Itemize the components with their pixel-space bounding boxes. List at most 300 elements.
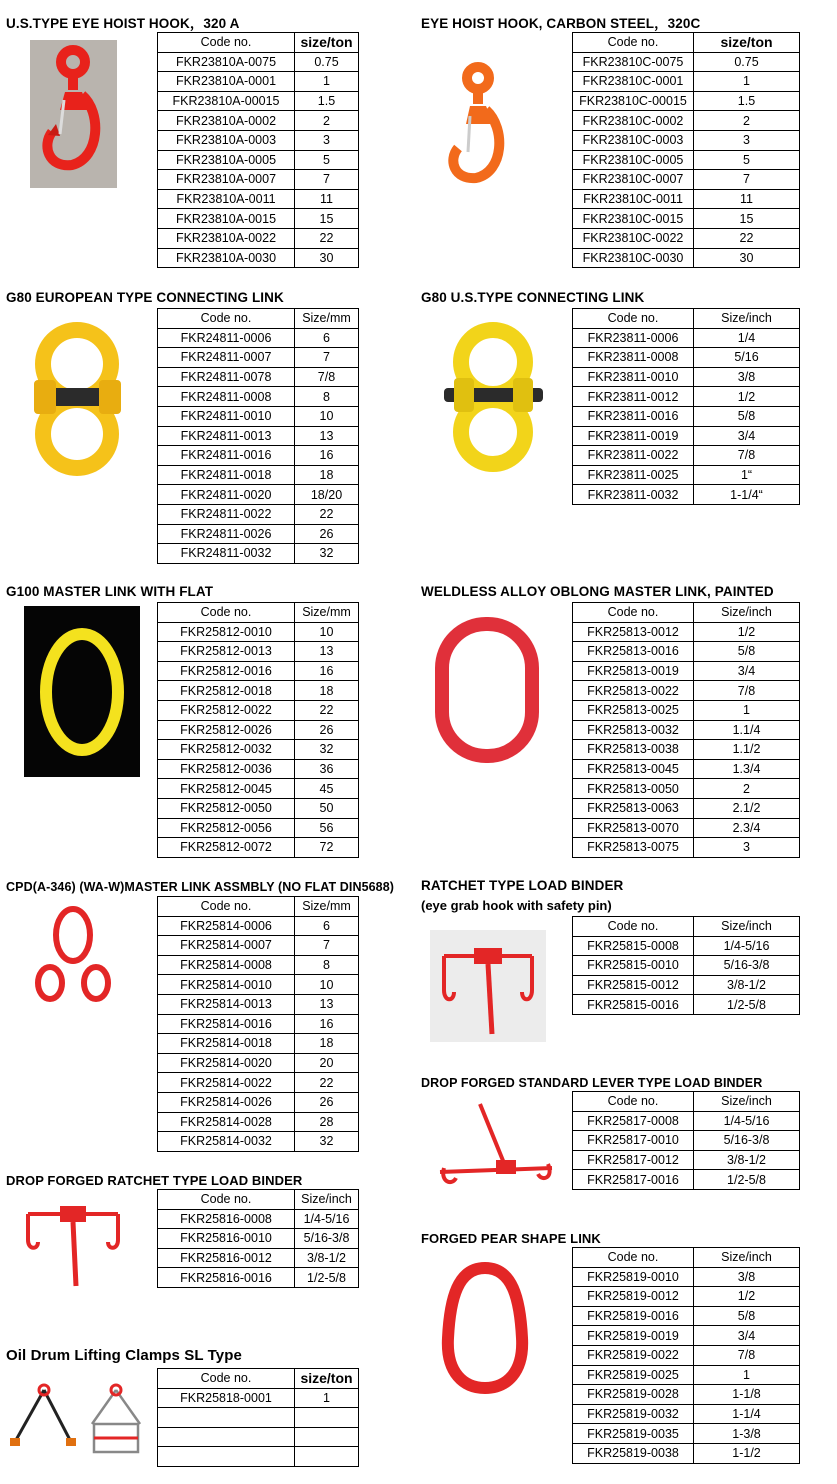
table-row bbox=[573, 130, 800, 150]
table-row bbox=[158, 642, 359, 662]
size-cell: 10 bbox=[295, 622, 359, 642]
spec-table bbox=[157, 32, 359, 268]
code-cell: FKR25812-0045 bbox=[158, 779, 295, 799]
code-cell: FKR25813-0012 bbox=[573, 622, 694, 642]
size-cell: 26 bbox=[295, 524, 359, 544]
table-row bbox=[158, 1209, 359, 1229]
code-cell: FKR24811-0006 bbox=[158, 328, 295, 348]
code-cell: FKR25812-0016 bbox=[158, 661, 295, 681]
header-code: Code no. bbox=[573, 33, 694, 53]
size-cell: 13 bbox=[295, 642, 359, 662]
code-cell: FKR23811-0012 bbox=[573, 387, 694, 407]
size-cell: 6 bbox=[295, 916, 359, 936]
size-cell: 1/2-5/8 bbox=[295, 1268, 359, 1288]
table-row bbox=[158, 1427, 359, 1447]
header-code: Code no. bbox=[573, 1092, 694, 1112]
table-row bbox=[573, 1385, 800, 1405]
size-cell: 18 bbox=[295, 1034, 359, 1054]
code-cell: FKR25813-0070 bbox=[573, 818, 694, 838]
table-row bbox=[158, 955, 359, 975]
code-cell: FKR25819-0019 bbox=[573, 1326, 694, 1346]
code-cell: FKR23810C-0005 bbox=[573, 150, 694, 170]
table-row bbox=[158, 1073, 359, 1093]
code-cell: FKR23810A-0075 bbox=[158, 52, 295, 72]
table-row bbox=[158, 111, 359, 131]
code-cell: FKR25813-0038 bbox=[573, 740, 694, 760]
size-cell: 1/2 bbox=[694, 622, 800, 642]
size-cell: 18/20 bbox=[295, 485, 359, 505]
section-title: G100 MASTER LINK WITH FLAT bbox=[6, 584, 214, 599]
table-row bbox=[158, 1112, 359, 1132]
code-cell: FKR25815-0012 bbox=[573, 975, 694, 995]
code-cell bbox=[158, 1447, 295, 1467]
code-cell: FKR23810A-0007 bbox=[158, 170, 295, 190]
code-cell: FKR23811-0019 bbox=[573, 426, 694, 446]
size-cell: 3/4 bbox=[694, 426, 800, 446]
header-size: Size/mm bbox=[295, 309, 359, 329]
code-cell: FKR23810A-0001 bbox=[158, 72, 295, 92]
size-cell bbox=[295, 1447, 359, 1467]
table-row bbox=[158, 524, 359, 544]
size-cell: 1 bbox=[295, 72, 359, 92]
size-cell: 16 bbox=[295, 1014, 359, 1034]
code-cell: FKR24811-0008 bbox=[158, 387, 295, 407]
size-cell: 22 bbox=[694, 228, 800, 248]
code-cell: FKR25819-0010 bbox=[573, 1267, 694, 1287]
size-cell: 1/4-5/16 bbox=[694, 936, 800, 956]
size-cell: 1/2-5/8 bbox=[694, 1170, 800, 1190]
table-row bbox=[573, 52, 800, 72]
table-row bbox=[158, 544, 359, 564]
size-cell: 1.3/4 bbox=[694, 759, 800, 779]
table-row bbox=[573, 1287, 800, 1307]
header-size: Size/inch bbox=[694, 603, 800, 623]
header-code: Code no. bbox=[158, 1369, 295, 1389]
code-cell: FKR24811-0010 bbox=[158, 406, 295, 426]
table-row bbox=[573, 1111, 800, 1131]
table-row bbox=[573, 426, 800, 446]
table-row bbox=[158, 1268, 359, 1288]
oblong-master-link-image bbox=[424, 612, 549, 767]
table-row bbox=[573, 387, 800, 407]
size-cell: 1.5 bbox=[295, 91, 359, 111]
code-cell: FKR25814-0010 bbox=[158, 975, 295, 995]
table-row bbox=[158, 916, 359, 936]
code-cell: FKR25819-0012 bbox=[573, 1287, 694, 1307]
code-cell: FKR25815-0016 bbox=[573, 995, 694, 1015]
code-cell: FKR25813-0075 bbox=[573, 838, 694, 858]
table-row bbox=[573, 956, 800, 976]
size-cell: 5/8 bbox=[694, 406, 800, 426]
code-cell: FKR25812-0072 bbox=[158, 838, 295, 858]
size-cell: 30 bbox=[295, 248, 359, 268]
table-row bbox=[158, 209, 359, 229]
spec-table bbox=[157, 602, 359, 858]
header-size: Size/mm bbox=[295, 897, 359, 917]
table-row bbox=[573, 367, 800, 387]
size-cell: 3/4 bbox=[694, 661, 800, 681]
table-row bbox=[573, 91, 800, 111]
carbon-steel-hook-image bbox=[440, 60, 520, 200]
code-cell: FKR23810A-00015 bbox=[158, 91, 295, 111]
code-cell: FKR23810C-0002 bbox=[573, 111, 694, 131]
table-row bbox=[158, 720, 359, 740]
table-row bbox=[158, 1092, 359, 1112]
table-row bbox=[573, 228, 800, 248]
code-cell: FKR25815-0008 bbox=[573, 936, 694, 956]
section-title: DROP FORGED STANDARD LEVER TYPE LOAD BINDER bbox=[421, 1076, 763, 1090]
header-code: Code no. bbox=[573, 603, 694, 623]
code-cell: FKR23810C-0003 bbox=[573, 130, 694, 150]
eye-hoist-hook-image bbox=[30, 40, 117, 188]
table-row bbox=[573, 838, 800, 858]
size-cell: 7/8 bbox=[694, 1345, 800, 1365]
code-cell: FKR24811-0026 bbox=[158, 524, 295, 544]
code-cell: FKR24811-0016 bbox=[158, 446, 295, 466]
code-cell: FKR23811-0032 bbox=[573, 485, 694, 505]
table-row bbox=[158, 228, 359, 248]
header-size: size/ton bbox=[295, 1369, 359, 1389]
code-cell: FKR25812-0018 bbox=[158, 681, 295, 701]
size-cell: 2 bbox=[694, 779, 800, 799]
code-cell: FKR25814-0020 bbox=[158, 1053, 295, 1073]
table-row bbox=[573, 700, 800, 720]
size-cell: 1/4-5/16 bbox=[694, 1111, 800, 1131]
table-row bbox=[158, 248, 359, 268]
section-subtitle: (eye grab hook with safety pin) bbox=[421, 898, 612, 913]
size-cell: 1/2-5/8 bbox=[694, 995, 800, 1015]
table-row bbox=[573, 72, 800, 92]
table-row bbox=[158, 740, 359, 760]
table-row bbox=[158, 189, 359, 209]
code-cell: FKR25812-0013 bbox=[158, 642, 295, 662]
code-cell: FKR23810A-0002 bbox=[158, 111, 295, 131]
code-cell: FKR25819-0025 bbox=[573, 1365, 694, 1385]
size-cell: 7 bbox=[295, 348, 359, 368]
us-connecting-link-image bbox=[436, 320, 551, 475]
table-row bbox=[158, 798, 359, 818]
table-row bbox=[573, 1306, 800, 1326]
size-cell: 28 bbox=[295, 1112, 359, 1132]
table-row bbox=[158, 170, 359, 190]
size-cell: 5/8 bbox=[694, 1306, 800, 1326]
size-cell: 7/8 bbox=[295, 367, 359, 387]
section-title: CPD(A-346) (WA-W)MASTER LINK ASSMBLY (NO FLAT DIN5688) bbox=[6, 880, 395, 894]
table-row bbox=[158, 328, 359, 348]
table-row bbox=[158, 348, 359, 368]
table-row bbox=[158, 465, 359, 485]
size-cell: 13 bbox=[295, 426, 359, 446]
header-code: Code no. bbox=[158, 33, 295, 53]
header-code: Code no. bbox=[573, 917, 694, 937]
section-title: WELDLESS ALLOY OBLONG MASTER LINK, PAINTED bbox=[421, 584, 774, 599]
table-row bbox=[573, 1404, 800, 1424]
table-row bbox=[158, 387, 359, 407]
code-cell: FKR25817-0010 bbox=[573, 1131, 694, 1151]
table-row bbox=[158, 150, 359, 170]
header-code: Code no. bbox=[573, 1248, 694, 1268]
size-cell: 13 bbox=[295, 994, 359, 1014]
size-cell: 32 bbox=[295, 740, 359, 760]
code-cell: FKR25816-0016 bbox=[158, 1268, 295, 1288]
size-cell: 10 bbox=[295, 406, 359, 426]
code-cell: FKR25812-0056 bbox=[158, 818, 295, 838]
code-cell: FKR23811-0025 bbox=[573, 465, 694, 485]
table-row bbox=[158, 994, 359, 1014]
section-title: G80 EUROPEAN TYPE CONNECTING LINK bbox=[6, 290, 284, 305]
table-row bbox=[158, 52, 359, 72]
spec-table bbox=[157, 896, 359, 1152]
section-title: Oil Drum Lifting Clamps SL Type bbox=[6, 1347, 242, 1364]
code-cell: FKR25813-0050 bbox=[573, 779, 694, 799]
table-row bbox=[573, 936, 800, 956]
table-row bbox=[158, 485, 359, 505]
size-cell: 1-1/4 bbox=[694, 1404, 800, 1424]
table-row bbox=[573, 1424, 800, 1444]
size-cell: 3/8-1/2 bbox=[694, 975, 800, 995]
table-row bbox=[158, 1388, 359, 1408]
table-row bbox=[158, 367, 359, 387]
code-cell: FKR25817-0008 bbox=[573, 1111, 694, 1131]
code-cell: FKR25814-0006 bbox=[158, 916, 295, 936]
code-cell: FKR25818-0001 bbox=[158, 1388, 295, 1408]
code-cell: FKR25817-0012 bbox=[573, 1150, 694, 1170]
table-row bbox=[573, 1170, 800, 1190]
table-row bbox=[573, 1267, 800, 1287]
code-cell: FKR23811-0022 bbox=[573, 446, 694, 466]
size-cell: 1/2 bbox=[694, 387, 800, 407]
spec-table bbox=[157, 1189, 359, 1288]
size-cell: 30 bbox=[694, 248, 800, 268]
size-cell: 0.75 bbox=[694, 52, 800, 72]
table-row bbox=[158, 1034, 359, 1054]
table-row bbox=[573, 642, 800, 662]
drop-forged-ratchet-binder-image bbox=[18, 1196, 128, 1288]
table-row bbox=[573, 1326, 800, 1346]
european-connecting-link-image bbox=[20, 318, 135, 478]
table-row bbox=[573, 1345, 800, 1365]
table-row bbox=[158, 1053, 359, 1073]
section-title: G80 U.S.TYPE CONNECTING LINK bbox=[421, 290, 645, 305]
size-cell: 5 bbox=[295, 150, 359, 170]
size-cell: 6 bbox=[295, 328, 359, 348]
code-cell: FKR24811-0078 bbox=[158, 367, 295, 387]
size-cell: 1/4-5/16 bbox=[295, 1209, 359, 1229]
table-row bbox=[573, 661, 800, 681]
size-cell: 16 bbox=[295, 446, 359, 466]
table-row bbox=[158, 622, 359, 642]
code-cell: FKR23810C-0022 bbox=[573, 228, 694, 248]
code-cell: FKR25819-0028 bbox=[573, 1385, 694, 1405]
code-cell: FKR25816-0012 bbox=[158, 1248, 295, 1268]
size-cell: 7 bbox=[295, 170, 359, 190]
table-row bbox=[158, 759, 359, 779]
table-row bbox=[573, 681, 800, 701]
table-row bbox=[573, 740, 800, 760]
size-cell: 1/4 bbox=[694, 328, 800, 348]
pear-shape-link-image bbox=[438, 1258, 533, 1398]
size-cell: 3 bbox=[694, 130, 800, 150]
ratchet-binder-image bbox=[430, 930, 546, 1042]
section-title: DROP FORGED RATCHET TYPE LOAD BINDER bbox=[6, 1173, 303, 1188]
code-cell: FKR25813-0022 bbox=[573, 681, 694, 701]
code-cell: FKR23810A-0022 bbox=[158, 228, 295, 248]
size-cell: 5/8 bbox=[694, 642, 800, 662]
size-cell: 1/2 bbox=[694, 1287, 800, 1307]
size-cell: 3/8-1/2 bbox=[295, 1248, 359, 1268]
size-cell: 50 bbox=[295, 798, 359, 818]
size-cell: 11 bbox=[694, 189, 800, 209]
size-cell: 7 bbox=[694, 170, 800, 190]
table-row bbox=[573, 622, 800, 642]
table-row bbox=[573, 759, 800, 779]
size-cell: 1.1/4 bbox=[694, 720, 800, 740]
code-cell: FKR23810C-0007 bbox=[573, 170, 694, 190]
table-row bbox=[573, 170, 800, 190]
size-cell: 1-1/8 bbox=[694, 1385, 800, 1405]
code-cell: FKR25814-0013 bbox=[158, 994, 295, 1014]
spec-table bbox=[572, 308, 800, 505]
table-row bbox=[158, 779, 359, 799]
header-size: Size/inch bbox=[694, 309, 800, 329]
code-cell: FKR23810C-0001 bbox=[573, 72, 694, 92]
size-cell: 2 bbox=[295, 111, 359, 131]
table-row bbox=[158, 91, 359, 111]
size-cell: 1-3/8 bbox=[694, 1424, 800, 1444]
size-cell: 1 bbox=[694, 1365, 800, 1385]
code-cell: FKR24811-0022 bbox=[158, 504, 295, 524]
size-cell: 18 bbox=[295, 465, 359, 485]
size-cell: 1-1/2 bbox=[694, 1443, 800, 1463]
section-title: U.S.TYPE EYE HOIST HOOK，320 A bbox=[6, 16, 240, 31]
size-cell: 15 bbox=[295, 209, 359, 229]
size-cell: 3/8 bbox=[694, 367, 800, 387]
table-row bbox=[573, 779, 800, 799]
table-row bbox=[158, 406, 359, 426]
spec-table bbox=[572, 1247, 800, 1464]
table-row bbox=[158, 975, 359, 995]
code-cell: FKR24811-0032 bbox=[158, 544, 295, 564]
size-cell: 72 bbox=[295, 838, 359, 858]
section-title: RATCHET TYPE LOAD BINDER bbox=[421, 878, 624, 893]
code-cell: FKR23810A-0005 bbox=[158, 150, 295, 170]
size-cell: 5/16-3/8 bbox=[694, 1131, 800, 1151]
size-cell: 7 bbox=[295, 936, 359, 956]
header-size: Size/inch bbox=[694, 1092, 800, 1112]
spec-table bbox=[157, 308, 359, 564]
spec-table bbox=[572, 916, 800, 1015]
size-cell: 15 bbox=[694, 209, 800, 229]
table-row bbox=[573, 446, 800, 466]
header-code: Code no. bbox=[158, 309, 295, 329]
header-code: Code no. bbox=[158, 603, 295, 623]
size-cell: 8 bbox=[295, 387, 359, 407]
size-cell: 32 bbox=[295, 1132, 359, 1152]
code-cell: FKR23811-0006 bbox=[573, 328, 694, 348]
size-cell: 36 bbox=[295, 759, 359, 779]
header-size: Size/inch bbox=[694, 1248, 800, 1268]
code-cell: FKR25814-0022 bbox=[158, 1073, 295, 1093]
code-cell: FKR25814-0016 bbox=[158, 1014, 295, 1034]
code-cell: FKR23811-0010 bbox=[573, 367, 694, 387]
table-row bbox=[158, 1014, 359, 1034]
code-cell: FKR25812-0036 bbox=[158, 759, 295, 779]
table-row bbox=[573, 150, 800, 170]
table-row bbox=[158, 818, 359, 838]
table-row bbox=[158, 838, 359, 858]
table-row bbox=[158, 504, 359, 524]
size-cell: 5/16-3/8 bbox=[694, 956, 800, 976]
table-row bbox=[573, 1131, 800, 1151]
size-cell: 2.1/2 bbox=[694, 798, 800, 818]
size-cell: 22 bbox=[295, 504, 359, 524]
header-size: Size/inch bbox=[295, 1190, 359, 1210]
header-code: Code no. bbox=[573, 309, 694, 329]
code-cell: FKR25814-0007 bbox=[158, 936, 295, 956]
size-cell: 1“ bbox=[694, 465, 800, 485]
code-cell: FKR25815-0010 bbox=[573, 956, 694, 976]
oil-drum-clamp-image bbox=[4, 1380, 154, 1466]
table-row bbox=[573, 975, 800, 995]
code-cell: FKR23810A-0003 bbox=[158, 130, 295, 150]
size-cell: 7/8 bbox=[694, 681, 800, 701]
table-row bbox=[573, 328, 800, 348]
table-row bbox=[158, 1447, 359, 1467]
size-cell: 11 bbox=[295, 189, 359, 209]
code-cell: FKR25812-0022 bbox=[158, 700, 295, 720]
code-cell: FKR25819-0035 bbox=[573, 1424, 694, 1444]
code-cell: FKR24811-0013 bbox=[158, 426, 295, 446]
section-title: EYE HOIST HOOK, CARBON STEEL，320C bbox=[421, 16, 701, 31]
size-cell: 1.1/2 bbox=[694, 740, 800, 760]
code-cell: FKR25814-0018 bbox=[158, 1034, 295, 1054]
table-row bbox=[573, 406, 800, 426]
header-code: Code no. bbox=[158, 897, 295, 917]
code-cell: FKR23810C-0015 bbox=[573, 209, 694, 229]
size-cell: 18 bbox=[295, 681, 359, 701]
code-cell: FKR25812-0050 bbox=[158, 798, 295, 818]
size-cell: 22 bbox=[295, 228, 359, 248]
header-size: Size/inch bbox=[694, 917, 800, 937]
table-row bbox=[158, 130, 359, 150]
code-cell: FKR23810A-0011 bbox=[158, 189, 295, 209]
table-row bbox=[158, 681, 359, 701]
header-size: size/ton bbox=[694, 33, 800, 53]
size-cell: 3/8-1/2 bbox=[694, 1150, 800, 1170]
table-row bbox=[573, 995, 800, 1015]
table-row bbox=[158, 1229, 359, 1249]
table-row bbox=[573, 818, 800, 838]
code-cell: FKR25819-0038 bbox=[573, 1443, 694, 1463]
master-link-flat-image bbox=[24, 606, 140, 777]
size-cell: 5/16-3/8 bbox=[295, 1229, 359, 1249]
table-row bbox=[573, 348, 800, 368]
size-cell: 7/8 bbox=[694, 446, 800, 466]
code-cell: FKR25814-0032 bbox=[158, 1132, 295, 1152]
size-cell: 26 bbox=[295, 1092, 359, 1112]
table-row bbox=[573, 465, 800, 485]
code-cell: FKR25813-0025 bbox=[573, 700, 694, 720]
code-cell: FKR23810C-0011 bbox=[573, 189, 694, 209]
size-cell: 1.5 bbox=[694, 91, 800, 111]
size-cell: 32 bbox=[295, 544, 359, 564]
size-cell: 2.3/4 bbox=[694, 818, 800, 838]
size-cell: 1 bbox=[694, 700, 800, 720]
code-cell: FKR23810C-0030 bbox=[573, 248, 694, 268]
code-cell bbox=[158, 1408, 295, 1428]
size-cell: 1 bbox=[295, 1388, 359, 1408]
size-cell: 20 bbox=[295, 1053, 359, 1073]
